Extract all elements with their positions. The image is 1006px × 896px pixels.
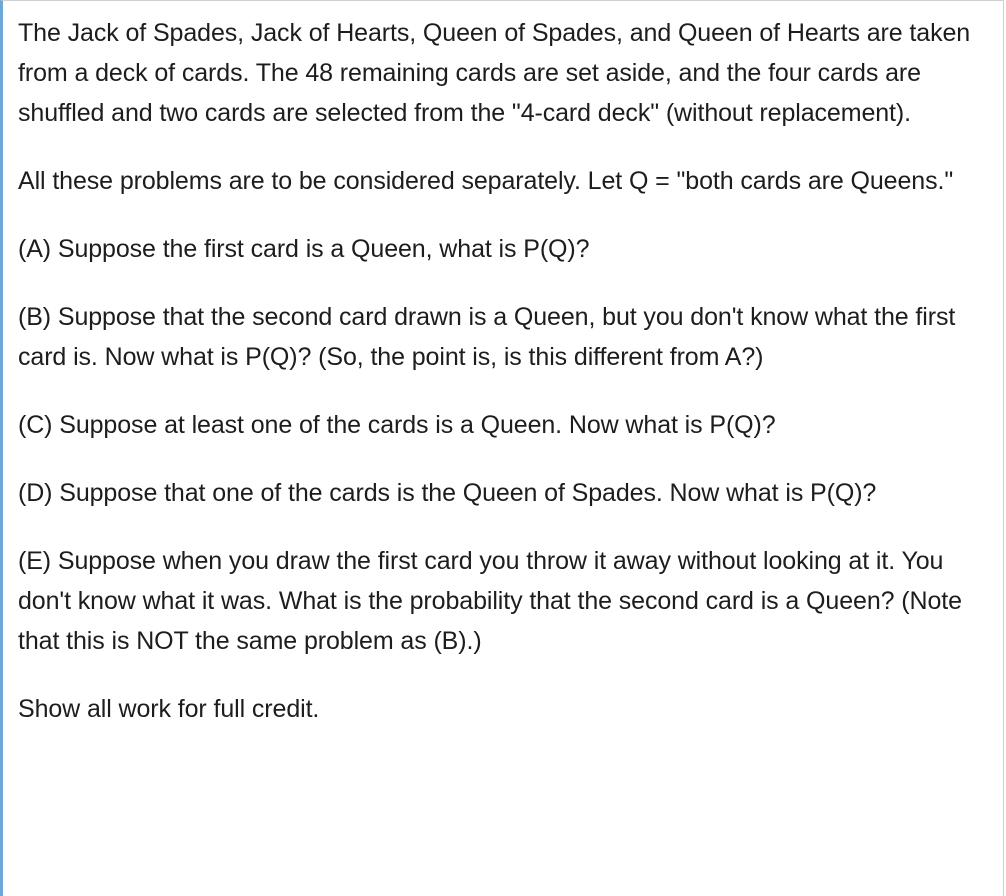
- part-a: (A) Suppose the first card is a Queen, what is P(Q)?: [18, 235, 590, 263]
- part-d: (D) Suppose that one of the cards is the Queen of Spades. Now what is P(Q)?: [18, 479, 877, 507]
- part-e: (E) Suppose when you draw the first card you throw it away without looking at it. You don't know what it was. What is the probability that the second card is a Queen? (Note that this is NOT the same problem as (B).): [18, 547, 962, 655]
- problem-intro: The Jack of Spades, Jack of Hearts, Queen of Spades, and Queen of Hearts are taken from a deck of cards. The 48 remaining cards are set aside, and the four cards are shuffled and two cards are selected from the "4-card deck" (without replacement).: [18, 19, 971, 127]
- problem-setup: All these problems are to be considered separately. Let Q = "both cards are Queens.": [18, 167, 954, 195]
- question-text: [18, 13, 988, 757]
- instructions: Show all work for full credit.: [18, 695, 320, 723]
- part-b: (B) Suppose that the second card drawn is a Queen, but you don't know what the first card is. Now what is P(Q)? (So, the point is, is this different from A?): [18, 303, 956, 371]
- part-c: (C) Suppose at least one of the cards is a Queen. Now what is P(Q)?: [18, 411, 776, 439]
